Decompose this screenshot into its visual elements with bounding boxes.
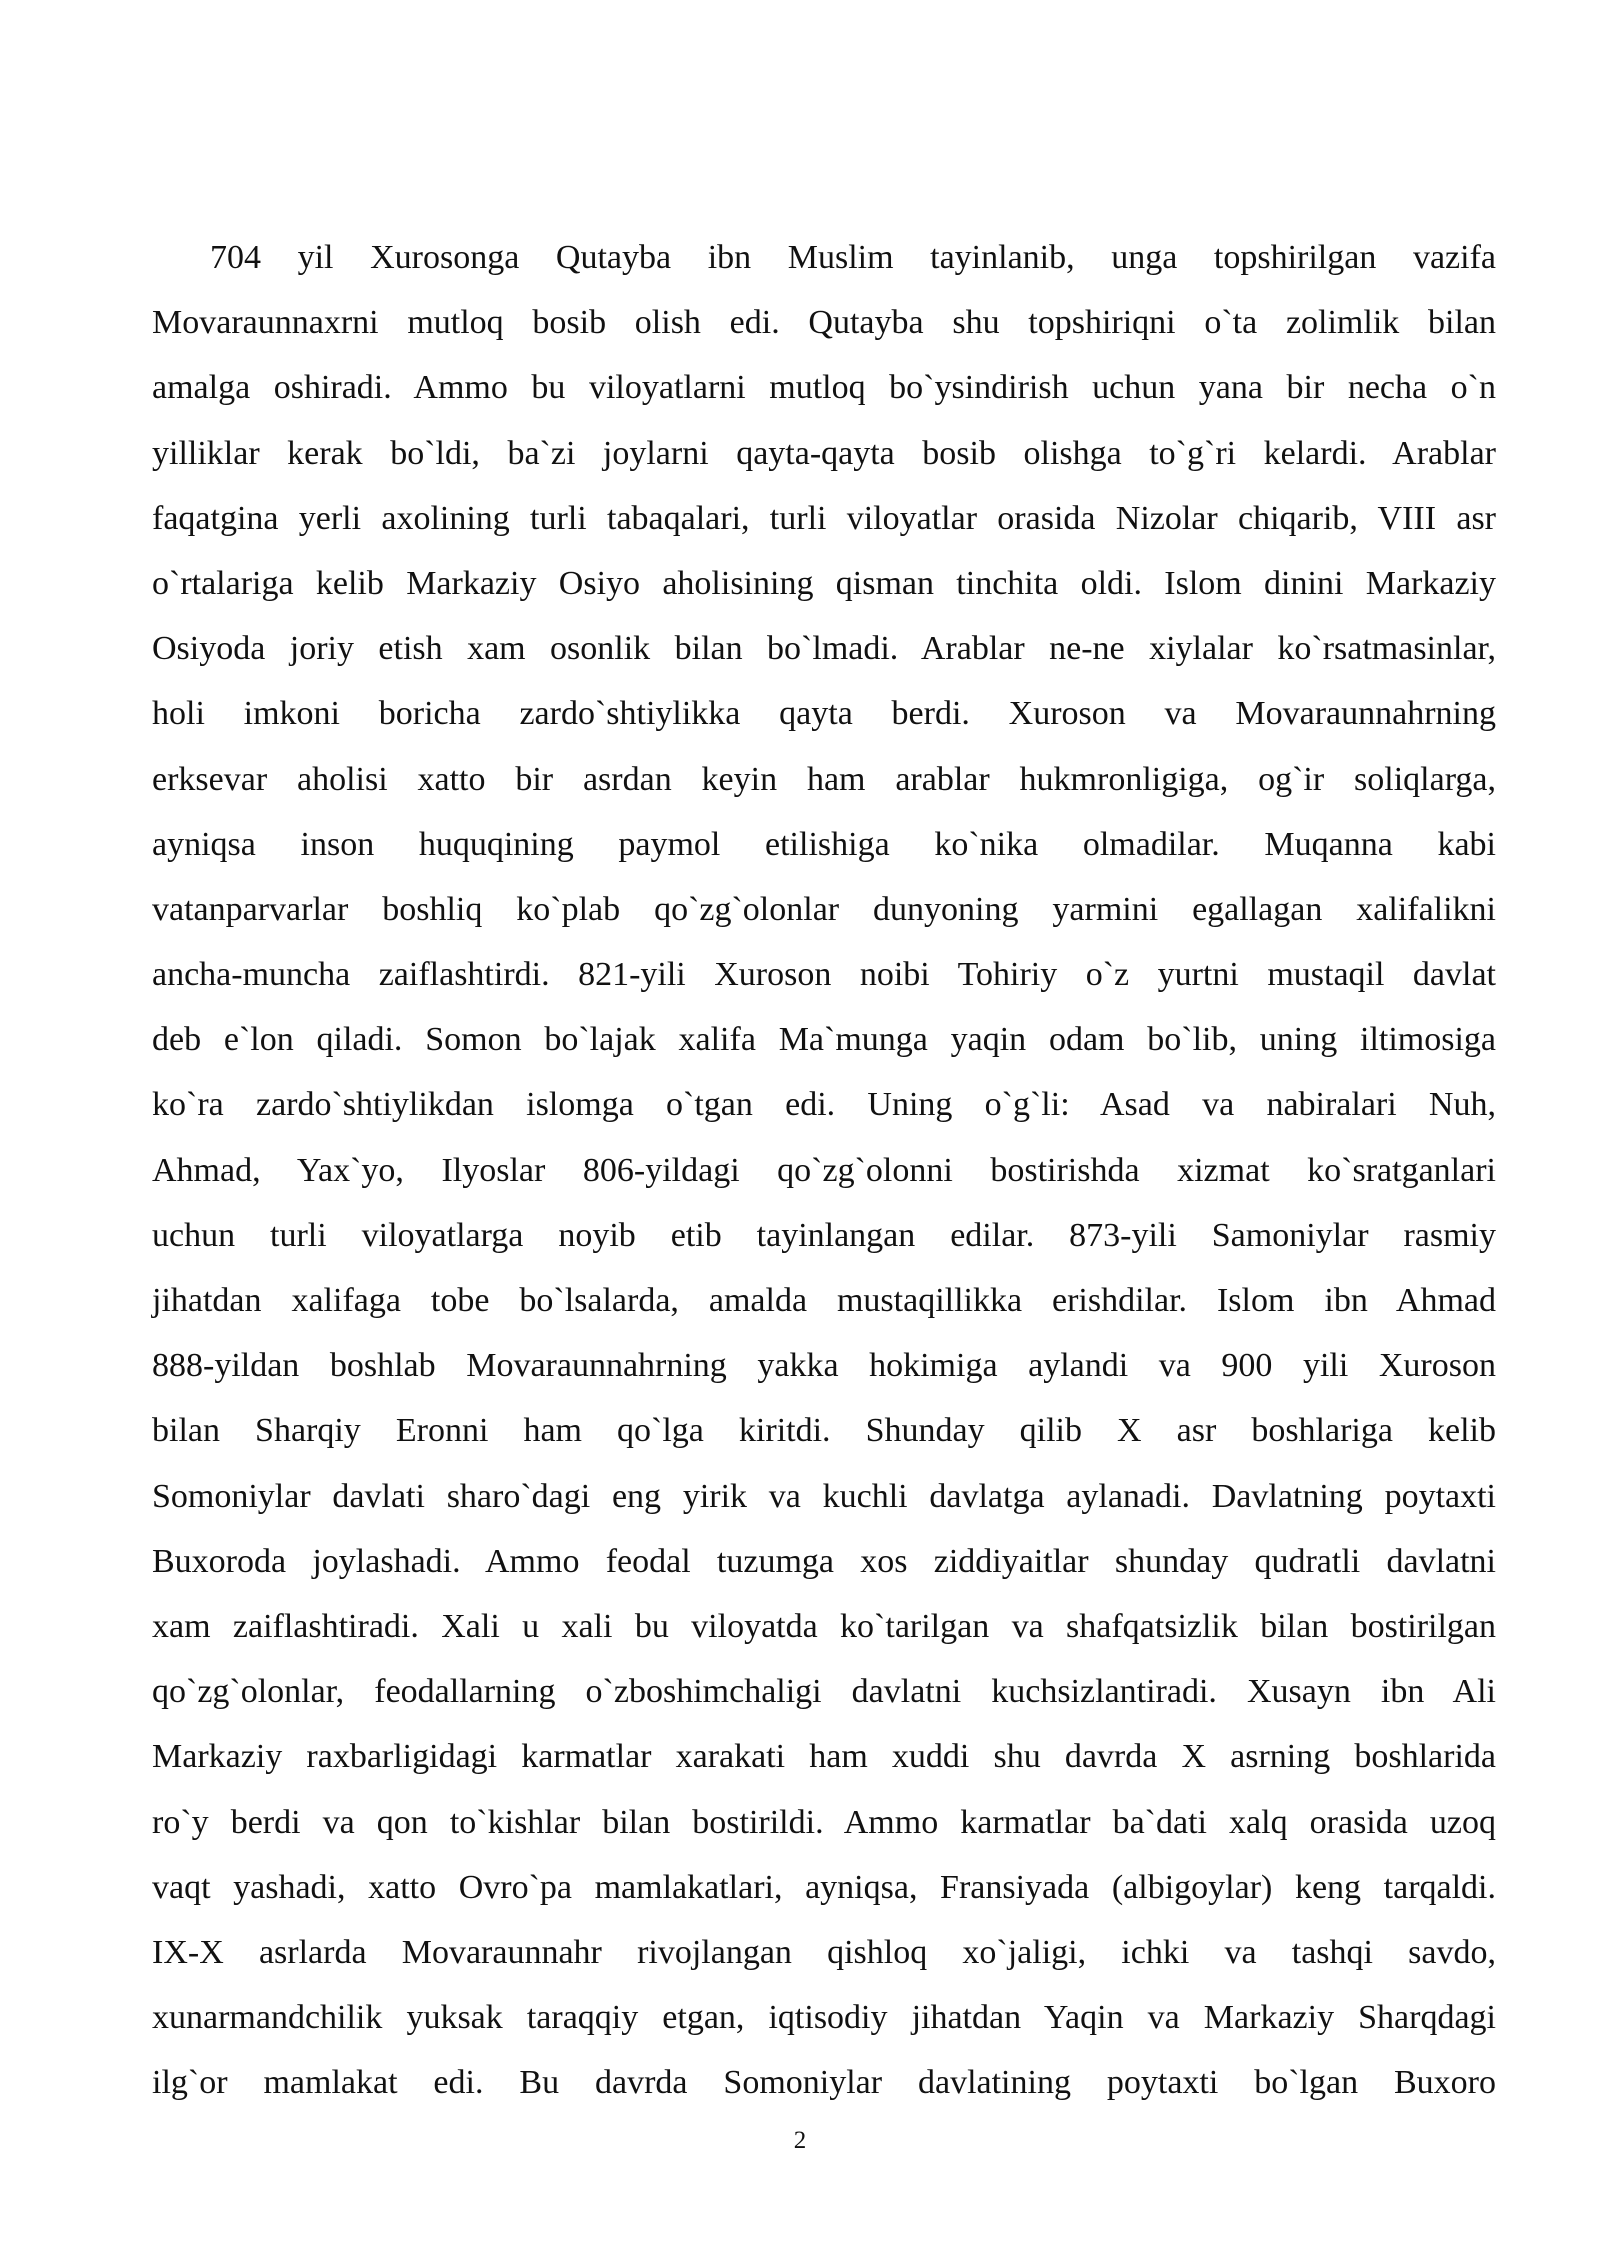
body-paragraph <box>152 225 1496 2115</box>
text-line: IX-X asrlarda Movaraunnahr rivojlangan qishloq xo`jaligi, ichki va tashqi savdo, <box>152 1933 1496 1971</box>
text-line: ayniqsa inson huquqining paymol etilishiga ko`nika olmadilar. Muqanna kabi <box>152 825 1496 863</box>
text-line: yilliklar kerak bo`ldi, ba`zi joylarni qayta-qayta bosib olishga to`g`ri kelardi. Arablar <box>152 434 1496 472</box>
text-line: uchun turli viloyatlarga noyib etib tayinlangan edilar. 873-yili Samoniylar rasmiy <box>152 1216 1496 1254</box>
text-line: 888-yildan boshlab Movaraunnahrning yakka hokimiga aylandi va 900 yili Xuroson <box>152 1347 1496 1385</box>
text-line: ancha-muncha zaiflashtirdi. 821-yili Xuroson noibi Tohiriy o`z yurtni mustaqil davlat <box>152 956 1496 994</box>
text-line: Osiyoda joriy etish xam osonlik bilan bo`lmadi. Arablar ne-ne xiylalar ko`rsatmasinlar, <box>152 630 1496 668</box>
text-line: Markaziy raxbarligidagi karmatlar xarakati ham xuddi shu davrda X asrning boshlarida <box>152 1738 1496 1776</box>
text-line: xunarmandchilik yuksak taraqqiy etgan, iqtisodiy jihatdan Yaqin va Markaziy Sharqdagi <box>152 1999 1496 2037</box>
text-line: Ahmad, Yax`yo, Ilyoslar 806-yildagi qo`zg`olonni bostirishda xizmat ko`sratganlari <box>152 1151 1496 1189</box>
text-line: deb e`lon qiladi. Somon bo`lajak xalifa Ma`munga yaqin odam bo`lib, uning iltimosiga <box>152 1021 1496 1059</box>
text-line: Movaraunnaxrni mutloq bosib olish edi. Qutayba shu topshiriqni o`ta zolimlik bilan <box>152 304 1496 342</box>
text-line: jihatdan xalifaga tobe bo`lsalarda, amalda mustaqillikka erishdilar. Islom ibn Ahmad <box>152 1282 1496 1319</box>
text-line: vatanparvarlar boshliq ko`plab qo`zg`olonlar dunyoning yarmini egallagan xalifalikni <box>152 890 1496 928</box>
text-line: Somoniylar davlati sharo`dagi eng yirik va kuchli davlatga aylanadi. Davlatning poytaxti <box>152 1477 1496 1515</box>
text-line: qo`zg`olonlar, feodallarning o`zboshimchaligi davlatni kuchsizlantiradi. Xusayn ibn Ali <box>152 1673 1496 1711</box>
page-number: 2 <box>793 2127 807 2154</box>
text-line: holi imkoni boricha zardo`shtiylikka qayta berdi. Xuroson va Movaraunnahrning <box>152 695 1496 733</box>
text-line: amalga oshiradi. Ammo bu viloyatlarni mutloq bo`ysindirish uchun yana bir necha o`n <box>152 369 1496 407</box>
text-line: ro`y berdi va qon to`kishlar bilan bostirildi. Ammo karmatlar ba`dati xalq orasida uzoq <box>152 1803 1496 1841</box>
text-line: ko`ra zardo`shtiylikdan islomga o`tgan edi. Uning o`g`li: Asad va nabiralari Nuh, <box>152 1086 1496 1124</box>
text-line: Buxoroda joylashadi. Ammo feodal tuzumga xos ziddiyaitlar shunday qudratli davlatni <box>152 1542 1496 1580</box>
text-line: vaqt yashadi, xatto Ovro`pa mamlakatlari, ayniqsa, Fransiyada (albigoylar) keng tarqaldi. <box>152 1868 1496 1906</box>
text-line: faqatgina yerli axolining turli tabaqalari, turli viloyatlar orasida Nizolar chiqarib, VIII asr <box>152 499 1496 537</box>
text-line: erksevar aholisi xatto bir asrdan keyin ham arablar hukmronligiga, og`ir soliqlarga, <box>152 760 1496 798</box>
text-line: 704 yil Xurosonga Qutayba ibn Muslim tayinlanib, unga topshirilgan vazifa <box>210 239 1496 276</box>
text-line: bilan Sharqiy Eronni ham qo`lga kiritdi. Shunday qilib X asr boshlariga kelib <box>152 1412 1496 1450</box>
text-line: ilg`or mamlakat edi. Bu davrda Somoniylar davlatining poytaxti bo`lgan Buxoro <box>152 2064 1496 2102</box>
text-line: xam zaiflashtiradi. Xali u xali bu viloyatda ko`tarilgan va shafqatsizlik bilan bostirilgan <box>152 1607 1496 1645</box>
text-line: o`rtalariga kelib Markaziy Osiyo aholisining qisman tinchita oldi. Islom dinini Markaziy <box>152 564 1496 602</box>
